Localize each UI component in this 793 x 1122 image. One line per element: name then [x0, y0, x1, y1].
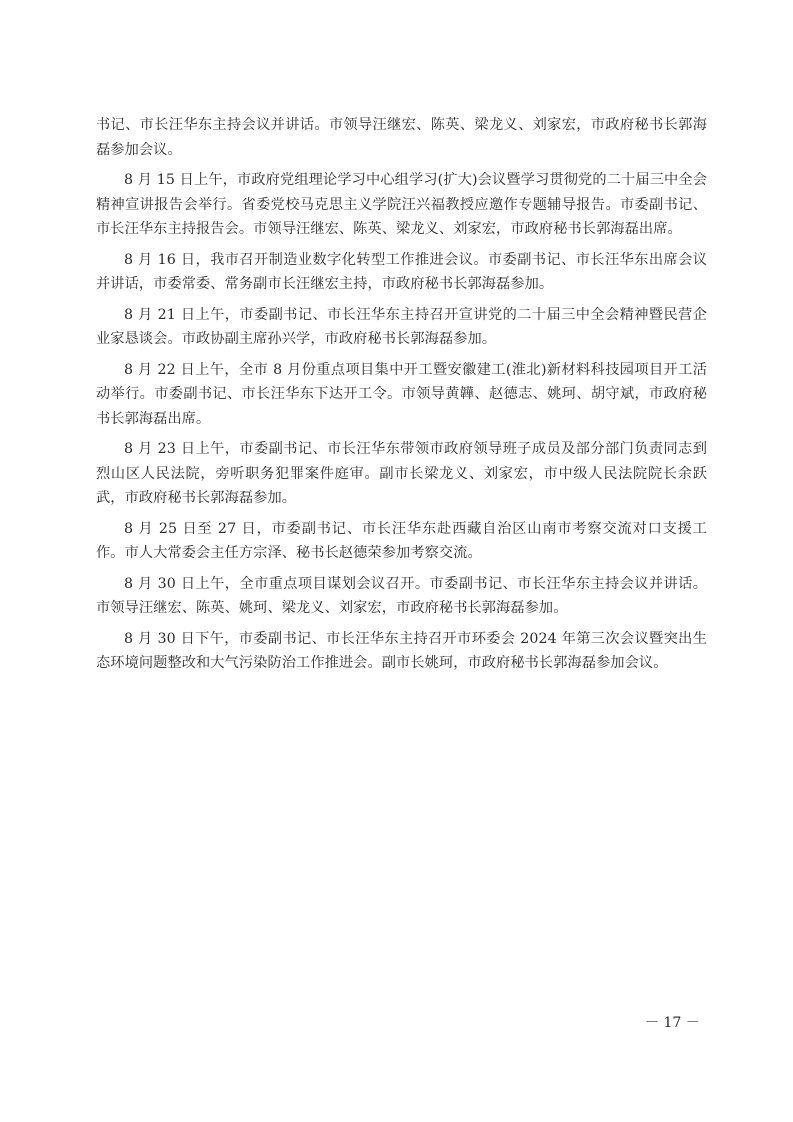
paragraph: 8 月 16 日，我市召开制造业数字化转型工作推进会议。市委副书记、市长汪华东出席会议并讲话，市委常委、常务副市长汪继宏主持，市政府秘书长郭海磊参加。 — [96, 251, 707, 292]
document-body — [96, 113, 707, 682]
paragraph: 书记、市长汪华东主持会议并讲话。市领导汪继宏、陈英、梁龙义、刘家宏，市政府秘书长郭海磊参加会议。 — [96, 117, 707, 158]
paragraph: 8 月 15 日上午，市政府党组理论学习中心组学习(扩大)会议暨学习贯彻党的二十届三中全会精神宣讲报告会举行。省委党校马克思主义学院汪兴福教授应邀作专题辅导报告。市委副书记、市长汪华东主持报告会。市领导汪继宏、陈英、梁龙义、刘家宏，市政府秘书长郭海磊出席。 — [96, 172, 707, 237]
paragraph: 8 月 21 日上午，市委副书记、市长汪华东主持召开宣讲党的二十届三中全会精神暨民营企业家恳谈会。市政协副主席孙兴学，市政府秘书长郭海磊参加。 — [96, 306, 707, 347]
page-number: － 17 － — [645, 1015, 700, 1031]
paragraph: 8 月 22 日上午，全市 8 月份重点项目集中开工暨安徽建工(淮北)新材料科技园项目开工活动举行。市委副书记、市长汪华东下达开工令。市领导黄韡、赵德志、姚珂、胡守斌，市政府秘书长郭海磊出席。 — [96, 361, 707, 427]
paragraph: 8 月 23 日上午，市委副书记、市长汪华东带领市政府领导班子成员及部分部门负责同志到烈山区人民法院，旁听职务犯罪案件庭审。副市长梁龙义、刘家宏，市中级人民法院院长余跃武，市政府秘书长郭海磊参加。 — [96, 441, 707, 506]
paragraph: 8 月 30 日上午，全市重点项目谋划会议召开。市委副书记、市长汪华东主持会议并讲话。市领导汪继宏、陈英、姚珂、梁龙义、刘家宏，市政府秘书长郭海磊参加。 — [96, 575, 707, 616]
paragraph: 8 月 30 日下午，市委副书记、市长汪华东主持召开市环委会 2024 年第三次会议暨突出生态环境问题整改和大气污染防治工作推进会。副市长姚珂，市政府秘书长郭海磊参加会议。 — [96, 630, 707, 671]
paragraph: 8 月 25 日至 27 日，市委副书记、市长汪华东赴西藏自治区山南市考察交流对口支援工作。市人大常委会主任方宗泽、秘书长赵德荣参加考察交流。 — [96, 520, 707, 561]
